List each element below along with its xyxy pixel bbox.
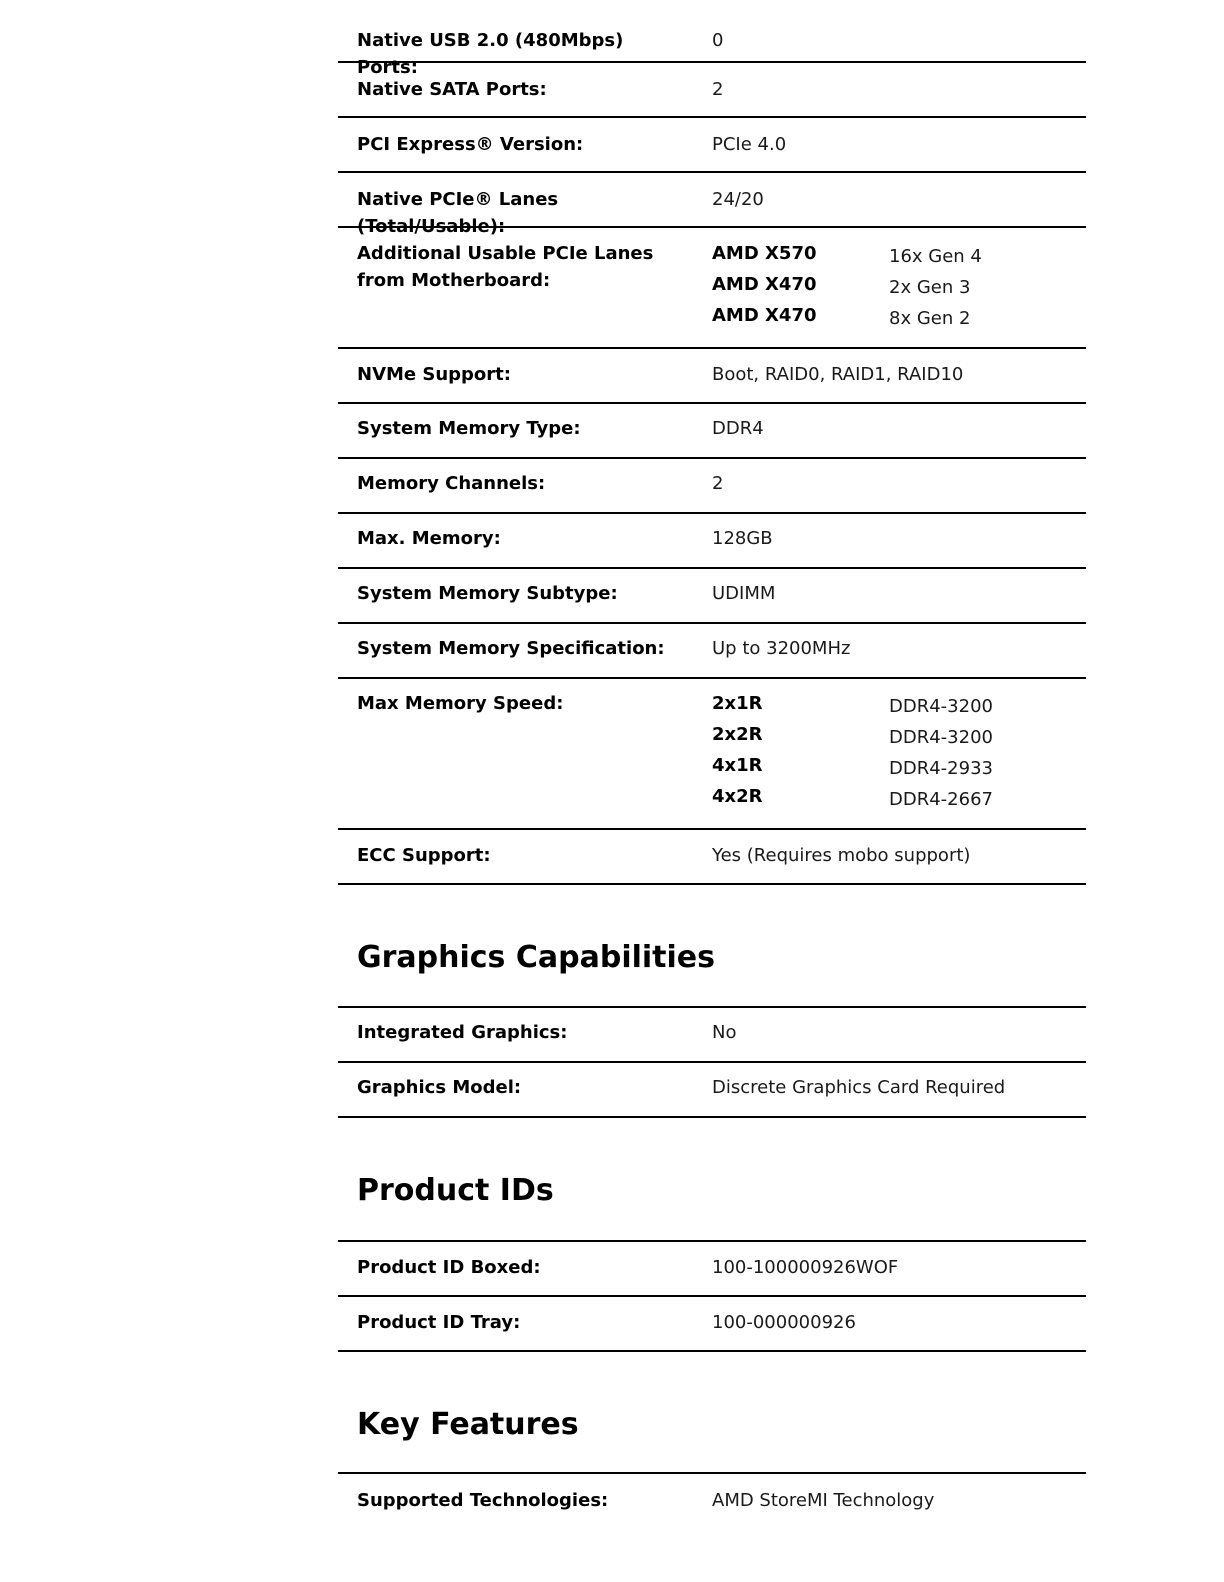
spec-label: System Memory Type: — [357, 418, 581, 439]
spec-value: 2 — [712, 473, 724, 494]
spec-row-additional-lanes — [338, 228, 1086, 349]
spec-row-usb2 — [338, 0, 1086, 78]
spec-row-integrated-graphics — [338, 1008, 1086, 1063]
spec-row-pcie-lanes — [338, 173, 1086, 237]
spec-row-graphics-model — [338, 1063, 1086, 1118]
spec-label: Native SATA Ports: — [357, 79, 547, 100]
dimm-config: 2x1R — [712, 693, 763, 714]
spec-row-sata — [338, 63, 1086, 118]
chipset-name: AMD X470 — [712, 274, 817, 295]
section-heading-graphics: Graphics Capabilities — [357, 940, 715, 975]
spec-row-ecc — [338, 830, 1086, 885]
section-heading-product-ids: Product IDs — [357, 1173, 554, 1208]
spec-value: Discrete Graphics Card Required — [712, 1077, 1006, 1098]
spec-value: UDIMM — [712, 583, 776, 604]
spec-label: Native PCIe® Lanes (Total/Usable): — [357, 189, 559, 237]
spec-value: 24/20 — [712, 189, 764, 210]
spec-row-memory-channels — [338, 459, 1086, 514]
spec-row-memory-subtype — [338, 569, 1086, 624]
chipset-name: AMD X570 — [712, 243, 817, 264]
spec-row-pcie-version — [338, 118, 1086, 173]
memory-speed-item — [712, 783, 1072, 814]
dimm-config: 2x2R — [712, 724, 763, 745]
spec-value: PCIe 4.0 — [712, 134, 787, 155]
spec-row-supported-technologies — [338, 1474, 1086, 1529]
spec-value: 100-100000926WOF — [712, 1257, 899, 1278]
spec-value: Yes (Requires mobo support) — [712, 845, 971, 866]
spec-row-nvme — [338, 349, 1086, 404]
spec-value: DDR4 — [712, 418, 764, 439]
spec-label: Integrated Graphics: — [357, 1022, 568, 1043]
dimm-speed: DDR4-3200 — [889, 727, 993, 748]
spec-row-memory-type — [338, 404, 1086, 459]
dimm-config: 4x2R — [712, 786, 763, 807]
spec-value: No — [712, 1022, 737, 1043]
memory-speed-item — [712, 752, 1072, 783]
spec-row-max-memory-speed — [338, 679, 1086, 830]
spec-label: System Memory Subtype: — [357, 583, 618, 604]
spec-label: PCI Express® Version: — [357, 134, 584, 155]
spec-value: 2 — [712, 79, 724, 100]
lane-config: 8x Gen 2 — [889, 308, 971, 329]
spec-label: NVMe Support: — [357, 364, 511, 385]
spec-label: Supported Technologies: — [357, 1490, 609, 1511]
spec-label: Additional Usable PCIe Lanes from Motherboard: — [357, 243, 654, 291]
spec-label: Memory Channels: — [357, 473, 546, 494]
spec-value: 128GB — [712, 528, 773, 549]
spec-label: Graphics Model: — [357, 1077, 522, 1098]
memory-speed-item — [712, 721, 1072, 752]
chipset-lane-item — [712, 302, 1072, 333]
spec-row-product-id-boxed — [338, 1242, 1086, 1297]
lane-config: 16x Gen 4 — [889, 246, 982, 267]
chipset-lane-list — [712, 240, 1072, 333]
spec-row-memory-spec — [338, 624, 1086, 679]
spec-label: Max Memory Speed: — [357, 693, 564, 714]
dimm-config: 4x1R — [712, 755, 763, 776]
spec-value: Boot, RAID0, RAID1, RAID10 — [712, 364, 964, 385]
spec-value: AMD StoreMI Technology — [712, 1490, 935, 1511]
spec-row-product-id-tray — [338, 1297, 1086, 1352]
section-heading-key-features: Key Features — [357, 1407, 579, 1442]
lane-config: 2x Gen 3 — [889, 277, 971, 298]
spec-label: System Memory Specification: — [357, 638, 665, 659]
memory-speed-list — [712, 690, 1072, 814]
spec-label: Native USB 2.0 (480Mbps) Ports: — [357, 30, 624, 78]
chipset-lane-item — [712, 271, 1072, 302]
spec-row-max-memory — [338, 514, 1086, 569]
spec-value: Up to 3200MHz — [712, 638, 851, 659]
chipset-lane-item — [712, 240, 1072, 271]
dimm-speed: DDR4-3200 — [889, 696, 993, 717]
spec-label: Product ID Boxed: — [357, 1257, 541, 1278]
memory-speed-item — [712, 690, 1072, 721]
spec-label: Max. Memory: — [357, 528, 501, 549]
spec-value: 0 — [712, 30, 724, 51]
dimm-speed: DDR4-2933 — [889, 758, 993, 779]
spec-value: 100-000000926 — [712, 1312, 856, 1333]
spec-label: Product ID Tray: — [357, 1312, 521, 1333]
spec-label: ECC Support: — [357, 845, 491, 866]
dimm-speed: DDR4-2667 — [889, 789, 993, 810]
chipset-name: AMD X470 — [712, 305, 817, 326]
